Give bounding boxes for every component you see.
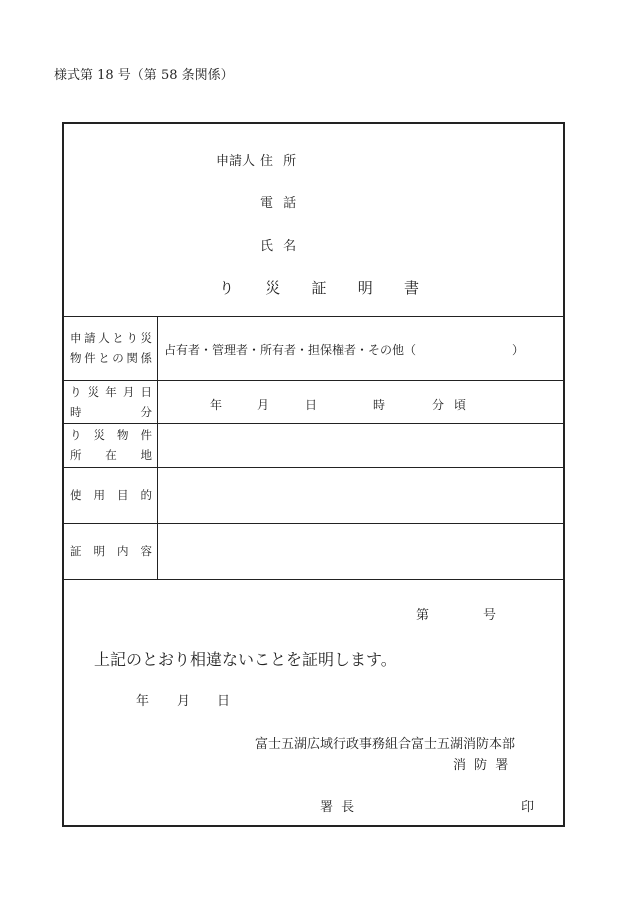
relation-options: 占有者・管理者・所有者・担保権者・その他（	[164, 343, 417, 357]
chief-label: 署 長	[320, 800, 357, 815]
content-label: 証 明 内 容	[70, 544, 152, 558]
unit-day: 日	[305, 398, 318, 412]
name-label: 氏 名	[260, 239, 300, 254]
divider	[64, 579, 563, 580]
divider	[64, 380, 563, 381]
relation-label: 申 請 人 と り 災 物 件 と の 関 係	[70, 331, 152, 365]
unit-hour: 時	[373, 398, 386, 412]
unit-approx: 頃	[454, 398, 467, 412]
cert-month: 月	[177, 694, 191, 709]
divider	[64, 467, 563, 468]
applicant-prefix: 申請人	[216, 154, 256, 169]
form-reference: 様式第 18 号（第 58 条関係）	[54, 68, 234, 83]
divider	[64, 316, 563, 317]
divider	[64, 423, 563, 424]
title-char: 証	[311, 279, 327, 297]
cert-year: 年	[136, 694, 150, 709]
unit-month: 月	[257, 398, 270, 412]
cert-day: 日	[217, 694, 231, 709]
divider	[64, 523, 563, 524]
certification-statement: 上記のとおり相違ないことを証明します。	[94, 650, 397, 669]
title-char: 災	[265, 279, 281, 297]
certificate-form	[62, 122, 565, 827]
title-char: 書	[403, 279, 419, 297]
number-prefix: 第	[416, 608, 430, 623]
number-suffix: 号	[483, 608, 497, 623]
document-title	[219, 277, 419, 298]
title-char: り	[219, 279, 235, 297]
phone-label: 電 話	[260, 196, 300, 211]
datetime-label: り 災 年 月 日 時 分	[70, 385, 152, 419]
unit-year: 年	[210, 398, 223, 412]
unit-minute: 分	[432, 398, 445, 412]
station-name: 消 防 署	[453, 758, 511, 773]
relation-close-paren: ）	[512, 343, 525, 357]
seal-mark: 印	[521, 800, 535, 815]
organization-name: 富士五湖広域行政事務組合富士五湖消防本部	[255, 737, 516, 752]
address-label: 住 所	[260, 154, 300, 169]
location-label: り 災 物 件 所 在 地	[70, 428, 152, 462]
title-char: 明	[357, 279, 373, 297]
purpose-label: 使 用 目 的	[70, 488, 152, 502]
